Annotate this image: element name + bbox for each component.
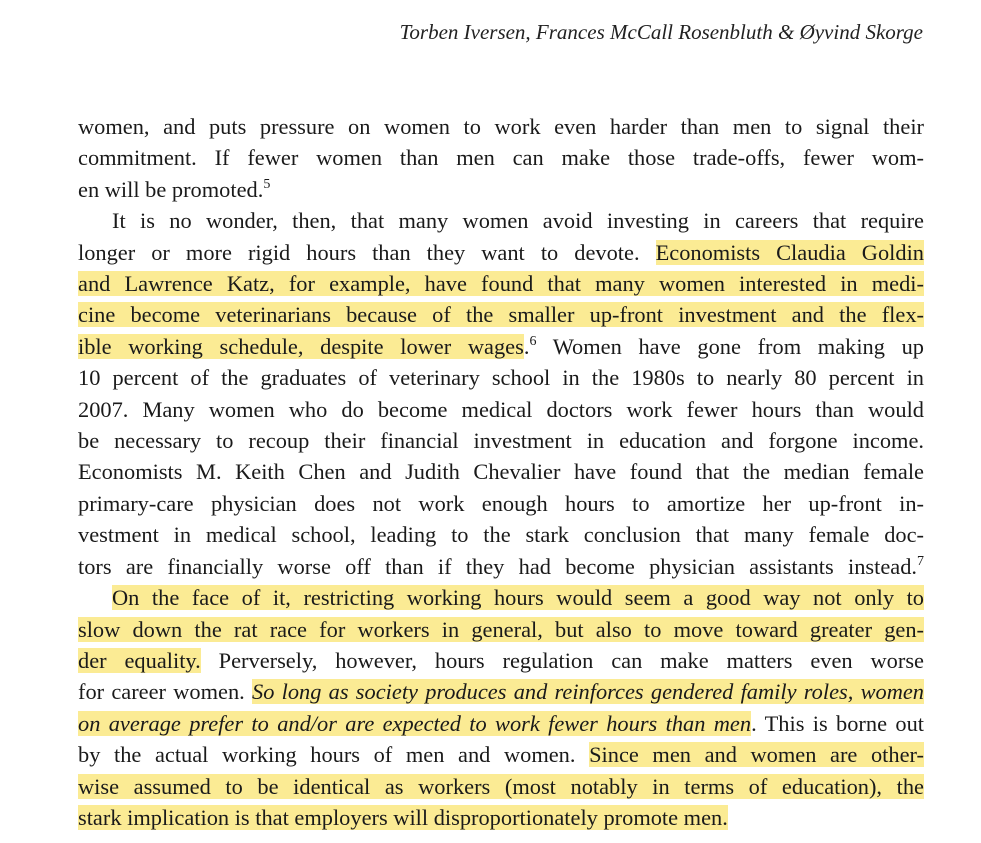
text-line [78, 174, 924, 205]
text-span: primary-care physician does not work enough hours to amortize her up-front in- [78, 490, 924, 516]
text-line [78, 456, 924, 487]
text-span: commitment. If fewer women than men can make those trade-offs, fewer wom- [78, 145, 924, 171]
text-span: for career women. [78, 679, 252, 705]
text-span: It is no wonder, then, that many women avoid investing in careers that require [112, 208, 924, 234]
text-span: by the actual working hours of men and women. [78, 742, 590, 768]
highlighted-text: and Lawrence Katz, for example, have found that many women interested in medi- [78, 271, 924, 297]
text-line [78, 771, 924, 802]
text-span: Economists M. Keith Chen and Judith Chevalier have found that the median female [78, 459, 924, 485]
text-span: women, and puts pressure on women to work even harder than men to signal their [78, 114, 924, 139]
text-line [78, 582, 924, 613]
text-line [78, 519, 924, 550]
highlighted-text: on average prefer to and/or are expected to work fewer hours than men [78, 710, 752, 736]
highlighted-text: der equality. [78, 647, 201, 673]
text-line [78, 739, 924, 770]
highlighted-text: On the face of it, restricting working hours would seem a good way not only to [112, 585, 924, 611]
text-line [78, 614, 924, 645]
text-span: 2007. Many women who do become medical doctors work fewer hours than would [78, 396, 924, 422]
text-line [78, 111, 924, 142]
text-span: longer or more rigid hours than they want to devote. [78, 239, 656, 265]
footnote-marker: 5 [263, 176, 271, 192]
highlighted-text: cine become veterinarians because of the smaller up-front investment and the flex- [78, 302, 924, 328]
text-line [78, 142, 924, 173]
text-span: This is borne out [756, 710, 924, 736]
text-line [78, 268, 924, 299]
highlighted-text: ible working schedule, despite lower wages [78, 333, 524, 359]
highlighted-text: Economists Claudia Goldin [655, 239, 924, 265]
text-span: vestment in medical school, leading to the stark conclusion that many female doc- [78, 522, 924, 548]
highlighted-text: Since men and women are other- [589, 742, 924, 768]
text-line [78, 708, 924, 739]
text-line [78, 331, 924, 362]
text-span: be necessary to recoup their financial investment in education and forgone income. [78, 428, 924, 454]
highlighted-text: slow down the rat race for workers in general, but also to move toward greater gen- [78, 616, 924, 642]
running-head: Torben Iversen, Frances McCall Rosenbluth & Øyvind Skorge [399, 20, 923, 44]
text-span: 10 percent of the graduates of veterinary school in the 1980s to nearly 80 percent in [78, 365, 924, 391]
text-line [78, 205, 924, 236]
text-line [78, 551, 924, 582]
highlighted-text: stark implication is that employers will disproportionately promote men. [78, 804, 728, 830]
text-line [78, 676, 924, 707]
body-text [78, 111, 924, 833]
text-span: Perversely, however, hours regulation can make matters even worse [200, 647, 924, 673]
footnote-marker: 7 [917, 553, 924, 569]
text-span: . [751, 710, 757, 736]
text-line [78, 299, 924, 330]
text-line [78, 362, 924, 393]
text-line [78, 645, 924, 676]
text-span: . [523, 333, 530, 359]
footnote-marker: 6 [529, 333, 537, 349]
text-span: en will be promoted. [78, 176, 264, 202]
highlighted-text: wise assumed to be identical as workers (most notably in terms of education), the [78, 773, 924, 799]
text-line [78, 802, 924, 833]
text-line [78, 394, 924, 425]
highlighted-text: So long as society produces and reinforces gendered family roles, women [252, 679, 925, 705]
text-line [78, 488, 924, 519]
text-line [78, 425, 924, 456]
text-span: tors are financially worse off than if they had become physician assistants instead. [78, 553, 917, 579]
text-span: Women have gone from making up [536, 333, 925, 359]
text-line [78, 237, 924, 268]
